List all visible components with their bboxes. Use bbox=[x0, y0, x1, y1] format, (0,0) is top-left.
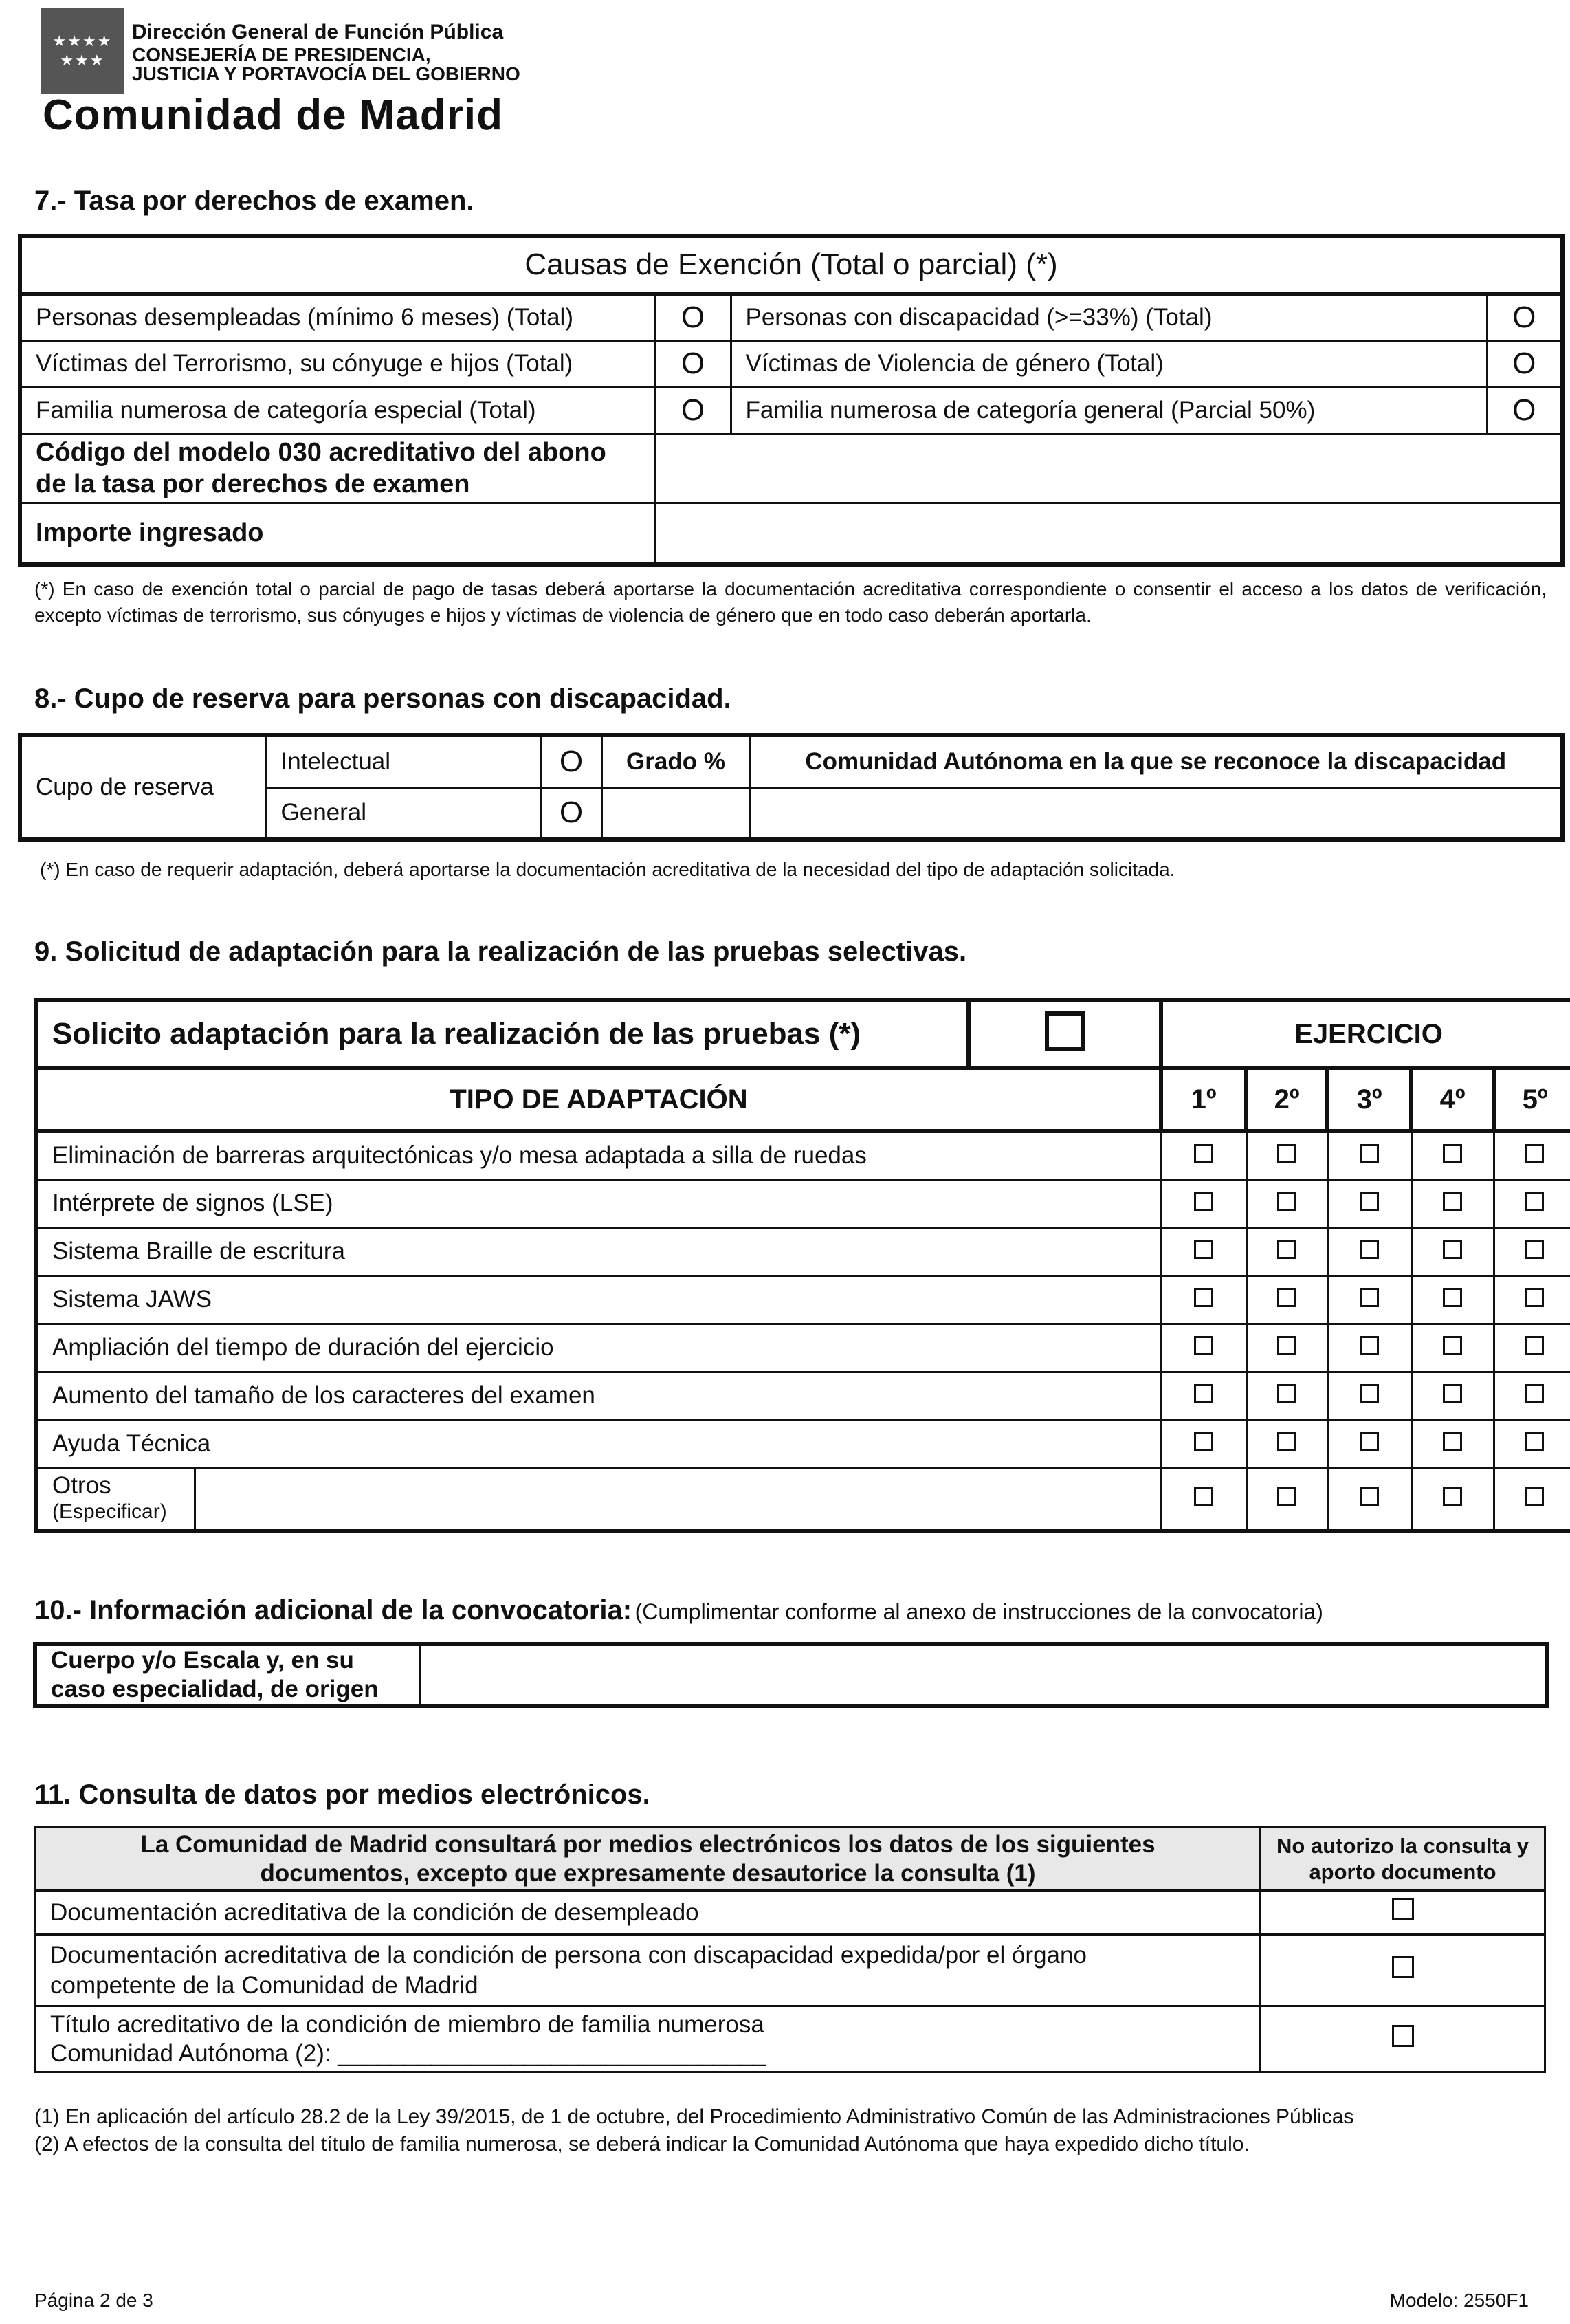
checkbox[interactable] bbox=[1360, 1487, 1379, 1506]
section10-title: 10.- Información adicional de la convocatoria: bbox=[34, 1595, 632, 1625]
section7-note: (*) En caso de exención total o parcial de pago de tasas deberá aportarse la documentación acreditativa correspondiente o consentir el acceso a los datos de verificación, excepto víctimas de terrorismo, sus cónyuges e hijos y víctimas de violencia de género que en todo caso deberán aportarla. bbox=[34, 578, 1547, 626]
exencion-title: Causas de Exención (Total o parcial) (*) bbox=[20, 236, 1562, 294]
checkbox[interactable] bbox=[1443, 1384, 1462, 1403]
grado-input[interactable] bbox=[601, 787, 750, 840]
solicito-checkbox[interactable] bbox=[1045, 1011, 1085, 1051]
checkbox[interactable] bbox=[1360, 1240, 1379, 1259]
checkbox[interactable] bbox=[1525, 1240, 1544, 1259]
col-2: 2º bbox=[1246, 1068, 1327, 1131]
col-1: 1º bbox=[1161, 1068, 1246, 1131]
header-line2: CONSEJERÍA DE PRESIDENCIA, bbox=[132, 44, 431, 65]
checkbox[interactable] bbox=[1525, 1384, 1544, 1403]
checkbox[interactable] bbox=[1360, 1336, 1379, 1355]
exencion-table bbox=[18, 234, 1565, 567]
checkbox[interactable] bbox=[1360, 1288, 1379, 1307]
section8-note: (*) En caso de requerir adaptación, deberá aportarse la documentación acreditativa de la necesidad del tipo de adaptación solicitada. bbox=[40, 859, 1175, 880]
radio-numerosa-general[interactable]: O bbox=[1487, 387, 1562, 434]
header-line3: JUSTICIA Y PORTAVOCÍA DEL GOBIERNO bbox=[132, 63, 520, 85]
checkbox[interactable] bbox=[1194, 1192, 1213, 1211]
adaptacion-table bbox=[34, 998, 1570, 1533]
checkbox[interactable] bbox=[1525, 1432, 1544, 1451]
checkbox[interactable] bbox=[1443, 1240, 1462, 1259]
grado-label: Grado % bbox=[601, 735, 750, 787]
no-autorizo-header: No autorizo la consulta y aporto documento bbox=[1261, 1828, 1545, 1891]
checkbox[interactable] bbox=[1525, 1144, 1544, 1163]
consulta-header: La Comunidad de Madrid consultará por medios electrónicos los datos de los siguientes documentos, excepto que expresamente desautorice la consulta (1) bbox=[36, 1828, 1261, 1891]
checkbox[interactable] bbox=[1194, 1487, 1213, 1506]
checkbox[interactable] bbox=[1194, 1432, 1213, 1451]
tipo-label: Eliminación de barreras arquitectónicas y/o mesa adaptada a silla de ruedas bbox=[36, 1131, 1161, 1179]
general-label: General bbox=[266, 787, 541, 840]
section11-note1: (1) En aplicación del artículo 28.2 de la Ley 39/2015, de 1 de octubre, del Procedimiento Administrativo Común de las Administraciones Públicas bbox=[34, 2105, 1354, 2128]
consulta-row-3 bbox=[36, 2006, 1261, 2072]
tipo-label: Ayuda Técnica bbox=[36, 1420, 1161, 1468]
consulta-row-3a: Título acreditativo de la condición de miembro de familia numerosa bbox=[50, 2010, 764, 2038]
header-line1: Dirección General de Función Pública bbox=[132, 21, 504, 43]
tipo-label: Sistema Braille de escritura bbox=[36, 1227, 1161, 1275]
consulta-row-2: Documentación acreditativa de la condición de persona con discapacidad expedida/por el órgano competente de la Comunidad de Madrid bbox=[36, 1935, 1261, 2006]
cuerpo-table bbox=[33, 1642, 1549, 1708]
checkbox[interactable] bbox=[1277, 1144, 1296, 1163]
codigo-input[interactable] bbox=[655, 434, 1562, 503]
radio-violencia[interactable]: O bbox=[1487, 340, 1562, 387]
tipo-label: Aumento del tamaño de los caracteres del examen bbox=[36, 1372, 1161, 1420]
checkbox[interactable] bbox=[1277, 1384, 1296, 1403]
section11-note2: (2) A efectos de la consulta del título de familia numerosa, se deberá indicar la Comunidad Autónoma que haya expedido dicho título. bbox=[34, 2133, 1250, 2156]
importe-input[interactable] bbox=[655, 503, 1562, 564]
checkbox[interactable] bbox=[1525, 1192, 1544, 1211]
footer-modelo: Modelo: 2550F1 bbox=[1389, 2290, 1529, 2311]
checkbox[interactable] bbox=[1525, 1288, 1544, 1307]
tipo-label: Sistema JAWS bbox=[36, 1275, 1161, 1324]
checkbox[interactable] bbox=[1194, 1288, 1213, 1307]
brand-name: Comunidad de Madrid bbox=[43, 91, 503, 139]
exencion-left-2: Víctimas del Terrorismo, su cónyuge e hijos (Total) bbox=[20, 340, 655, 387]
radio-desempleadas[interactable]: O bbox=[655, 294, 731, 340]
radio-terrorismo[interactable]: O bbox=[655, 340, 731, 387]
checkbox[interactable] bbox=[1277, 1240, 1296, 1259]
otros-label bbox=[36, 1468, 195, 1531]
otros-input[interactable] bbox=[195, 1468, 1161, 1531]
checkbox[interactable] bbox=[1277, 1432, 1296, 1451]
table-row bbox=[36, 1179, 1570, 1227]
table-row bbox=[36, 1275, 1570, 1324]
checkbox[interactable] bbox=[1525, 1336, 1544, 1355]
table-row bbox=[36, 1227, 1570, 1275]
checkbox[interactable] bbox=[1443, 1288, 1462, 1307]
checkbox[interactable] bbox=[1443, 1336, 1462, 1355]
table-row bbox=[36, 1131, 1570, 1179]
solicito-label: Solicito adaptación para la realización de las pruebas (*) bbox=[36, 1000, 969, 1068]
checkbox[interactable] bbox=[1277, 1336, 1296, 1355]
importe-label: Importe ingresado bbox=[20, 503, 655, 564]
checkbox[interactable] bbox=[1443, 1487, 1462, 1506]
radio-general[interactable]: O bbox=[541, 787, 601, 840]
footer-page: Página 2 de 3 bbox=[34, 2290, 153, 2311]
ejercicio-header: EJERCICIO bbox=[1161, 1000, 1570, 1068]
radio-numerosa-especial[interactable]: O bbox=[655, 387, 731, 434]
table-row bbox=[36, 1468, 1570, 1531]
checkbox[interactable] bbox=[1360, 1432, 1379, 1451]
section9-title: 9. Solicitud de adaptación para la realización de las pruebas selectivas. bbox=[34, 936, 967, 967]
section10-subtitle: (Cumplimentar conforme al anexo de instrucciones de la convocatoria) bbox=[634, 1599, 1323, 1624]
otros-text: Otros bbox=[52, 1472, 111, 1500]
checkbox[interactable] bbox=[1194, 1336, 1213, 1355]
checkbox[interactable] bbox=[1277, 1288, 1296, 1307]
checkbox[interactable] bbox=[1360, 1192, 1379, 1211]
table-row bbox=[36, 1372, 1570, 1420]
radio-discapacidad[interactable]: O bbox=[1487, 294, 1562, 340]
exencion-right-3: Familia numerosa de categoría general (Parcial 50%) bbox=[731, 387, 1487, 434]
checkbox[interactable] bbox=[1277, 1487, 1296, 1506]
checkbox[interactable] bbox=[1443, 1432, 1462, 1451]
exencion-left-1: Personas desempleadas (mínimo 6 meses) (Total) bbox=[20, 294, 655, 340]
cupo-table bbox=[18, 733, 1565, 842]
tipo-label: Ampliación del tiempo de duración del ejercicio bbox=[36, 1324, 1161, 1372]
section11-title: 11. Consulta de datos por medios electrónicos. bbox=[34, 1779, 650, 1810]
table-row bbox=[36, 1420, 1570, 1468]
tipo-header: TIPO DE ADAPTACIÓN bbox=[36, 1068, 1161, 1131]
checkbox[interactable] bbox=[1194, 1384, 1213, 1403]
checkbox[interactable] bbox=[1443, 1192, 1462, 1211]
stars-icon: ★★★★ ★★★ bbox=[52, 32, 113, 69]
checkbox[interactable] bbox=[1194, 1240, 1213, 1259]
consulta-table bbox=[34, 1826, 1546, 2073]
especificar-text: (Especificar) bbox=[52, 1500, 167, 1524]
tipo-label: Intérprete de signos (LSE) bbox=[36, 1179, 1161, 1227]
checkbox[interactable] bbox=[1194, 1144, 1213, 1163]
consulta-row-3b: Comunidad Autónoma (2): ________________________________ bbox=[50, 2039, 766, 2067]
exencion-right-1: Personas con discapacidad (>=33%) (Total) bbox=[731, 294, 1487, 340]
section10-heading bbox=[34, 1595, 1323, 1626]
comunidad-label: Comunidad Autónoma en la que se reconoce la discapacidad bbox=[750, 735, 1562, 787]
exencion-right-2: Víctimas de Violencia de género (Total) bbox=[731, 340, 1487, 387]
cupo-label: Cupo de reserva bbox=[20, 735, 266, 840]
checkbox[interactable] bbox=[1360, 1144, 1379, 1163]
col-4: 4º bbox=[1411, 1068, 1494, 1131]
consulta-checkbox-1[interactable] bbox=[1392, 1898, 1414, 1920]
checkbox[interactable] bbox=[1525, 1487, 1544, 1506]
table-row bbox=[36, 1324, 1570, 1372]
consulta-row-1: Documentación acreditativa de la condición de desempleado bbox=[36, 1891, 1261, 1935]
checkbox[interactable] bbox=[1443, 1144, 1462, 1163]
cuerpo-input[interactable] bbox=[420, 1644, 1547, 1706]
section8-title: 8.- Cupo de reserva para personas con discapacidad. bbox=[34, 683, 731, 714]
radio-intelectual[interactable]: O bbox=[541, 735, 601, 787]
exencion-left-3: Familia numerosa de categoría especial (Total) bbox=[20, 387, 655, 434]
cuerpo-label: Cuerpo y/o Escala y, en su caso especialidad, de origen bbox=[35, 1644, 420, 1706]
intelectual-label: Intelectual bbox=[266, 735, 541, 787]
solicito-checkbox-cell bbox=[969, 1000, 1161, 1068]
checkbox[interactable] bbox=[1277, 1192, 1296, 1211]
logo bbox=[41, 8, 124, 94]
codigo-label: Código del modelo 030 acreditativo del abono de la tasa por derechos de examen bbox=[20, 434, 655, 503]
consulta-checkbox-3[interactable] bbox=[1392, 2025, 1414, 2047]
col-5: 5º bbox=[1494, 1068, 1570, 1131]
comunidad-input[interactable] bbox=[750, 787, 1562, 840]
consulta-checkbox-2[interactable] bbox=[1392, 1956, 1414, 1978]
section7-title: 7.- Tasa por derechos de examen. bbox=[34, 186, 474, 216]
checkbox[interactable] bbox=[1360, 1384, 1379, 1403]
col-3: 3º bbox=[1327, 1068, 1411, 1131]
